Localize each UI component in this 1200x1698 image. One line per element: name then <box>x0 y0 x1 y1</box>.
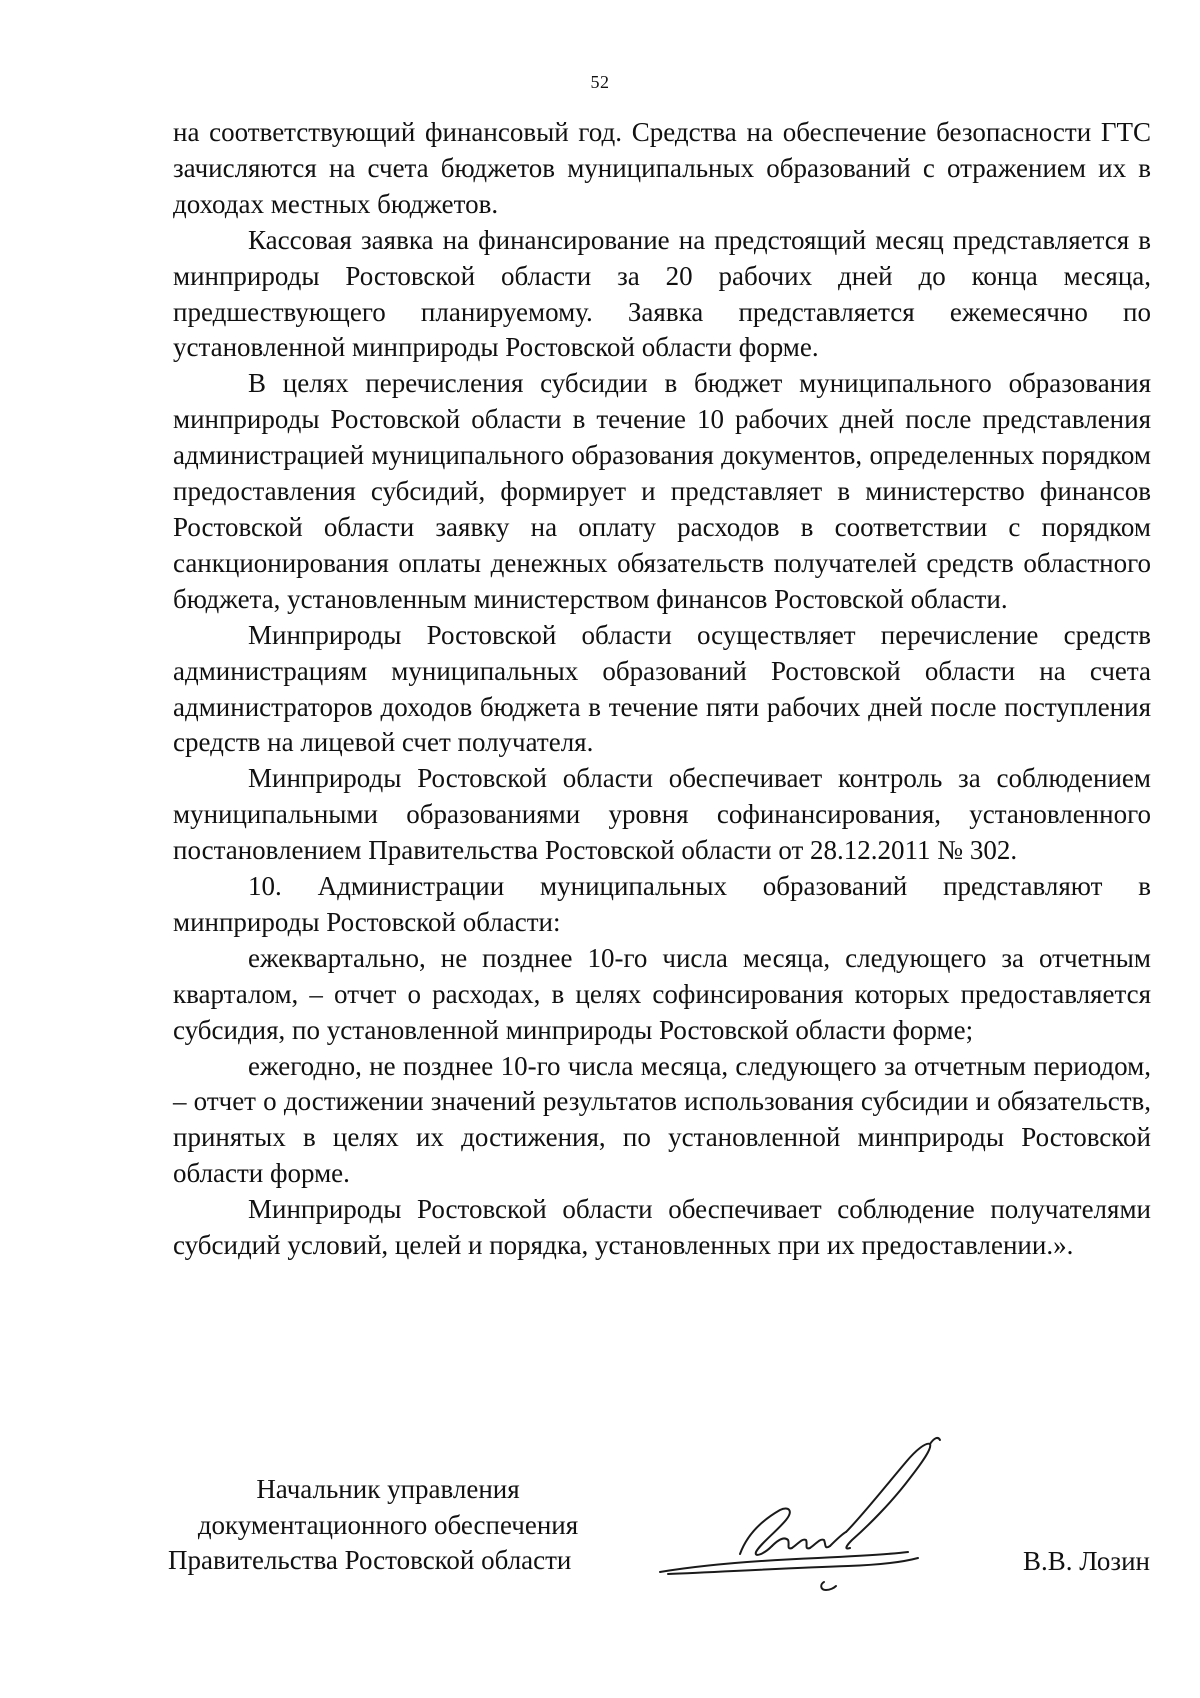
paragraph: ежегодно, не позднее 10-го числа месяца, следующего за отчетным периодом, – отчет о достижении значений результатов использования субсидии и обязательств, принятых в целях их достижения, по установленной минприроды Ростовской области форме. <box>173 1050 1151 1189</box>
page-number: 52 <box>590 72 610 92</box>
signatory-position <box>168 1472 608 1579</box>
signer-name: В.В. Лозин <box>1023 1546 1150 1576</box>
handwritten-signature <box>648 1432 988 1602</box>
document-body <box>173 115 1151 1264</box>
paragraph: Минприроды Ростовской области обеспечивает соблюдение получателями субсидий условий, целей и порядка, установленных при их предоставлении.». <box>173 1194 1151 1261</box>
paragraph: на соответствующий финансовый год. Средства на обеспечение безопасности ГТС зачисляются на счета бюджетов муниципальных образований с отражением их в доходах местных бюджетов. <box>173 117 1151 219</box>
paragraph: В целях перечисления субсидии в бюджет муниципального образования минприроды Ростовской области в течение 10 рабочих дней после представления администрацией муниципального образования документов, определенных порядком предоставления субсидий, формирует и представляет в министерство финансов Ростовской области заявку на оплату расходов в соответствии с порядком санкционирования оплаты денежных обязательств получателей средств областного бюджета, установленным министерством финансов Ростовской области. <box>173 368 1151 614</box>
paragraph: Минприроды Ростовской области обеспечивает контроль за соблюдением муниципальными образованиями уровня софинансирования, установленного постановлением Правительства Ростовской области от 28.12.2011 № 302. <box>173 763 1151 866</box>
signatory-position-line: Правительства Ростовской области <box>168 1545 572 1575</box>
paragraph: Кассовая заявка на финансирование на предстоящий месяц представляется в минприроды Ростовской области за 20 рабочих дней до конца месяца, предшествующего планируемому. Заявка представляется ежемесячно по установленной минприроды Ростовской области форме. <box>173 224 1151 363</box>
signatory-position-line: Начальник управления <box>256 1474 520 1504</box>
signatory-position-line: документационного обеспечения <box>197 1509 579 1540</box>
paragraph: ежеквартально, не позднее 10-го числа месяца, следующего за отчетным кварталом, – отчет о расходах, в целях софинсирования которых предоставляется субсидия, по установленной минприроды Ростовской области форме; <box>173 942 1151 1045</box>
paragraph: Минприроды Ростовской области осуществляет перечисление средств администрациям муниципальных образований Ростовской области на счета администраторов доходов бюджета в течение пяти рабочих дней после поступления средств на лицевой счет получателя. <box>173 619 1151 758</box>
paragraph: 10. Администрации муниципальных образований представляют в минприроды Ростовской области: <box>173 871 1151 937</box>
